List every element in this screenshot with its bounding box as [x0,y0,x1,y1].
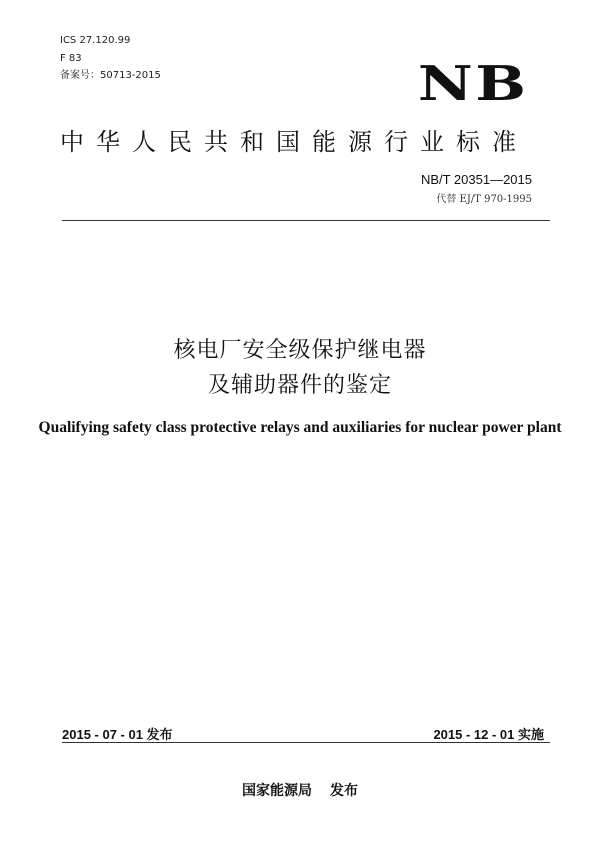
nb-logo: NB [417,56,528,112]
standard-number: NB/T 20351—2015 [420,172,532,187]
filing-number: 备案号：50713-2015 [60,70,161,81]
top-divider [62,220,550,221]
publisher [0,780,600,800]
publisher-name: 国家能源局 [242,783,312,799]
ics-code: ICS 27.120.99 [60,35,131,46]
bottom-divider [62,742,550,743]
title-english: Qualifying safety class protective relays and auxiliaries for nuclear power plant [38,419,562,436]
publisher-action: 发布 [330,783,358,799]
replaces-standard: 代替 EJ/T 970-1995 [436,194,532,205]
title-chinese-line-1: 核电厂安全级保护继电器 [173,338,427,363]
issue-date: 2015 - 07 - 01 发布 [62,727,173,742]
standard-category-title: 中华人民共和国能源行业标准 [60,128,528,156]
implementation-date: 2015 - 12 - 01 实施 [433,727,544,742]
ccs-code: F 83 [60,53,82,64]
title-chinese-line-2: 及辅助器件的鉴定 [207,373,392,398]
